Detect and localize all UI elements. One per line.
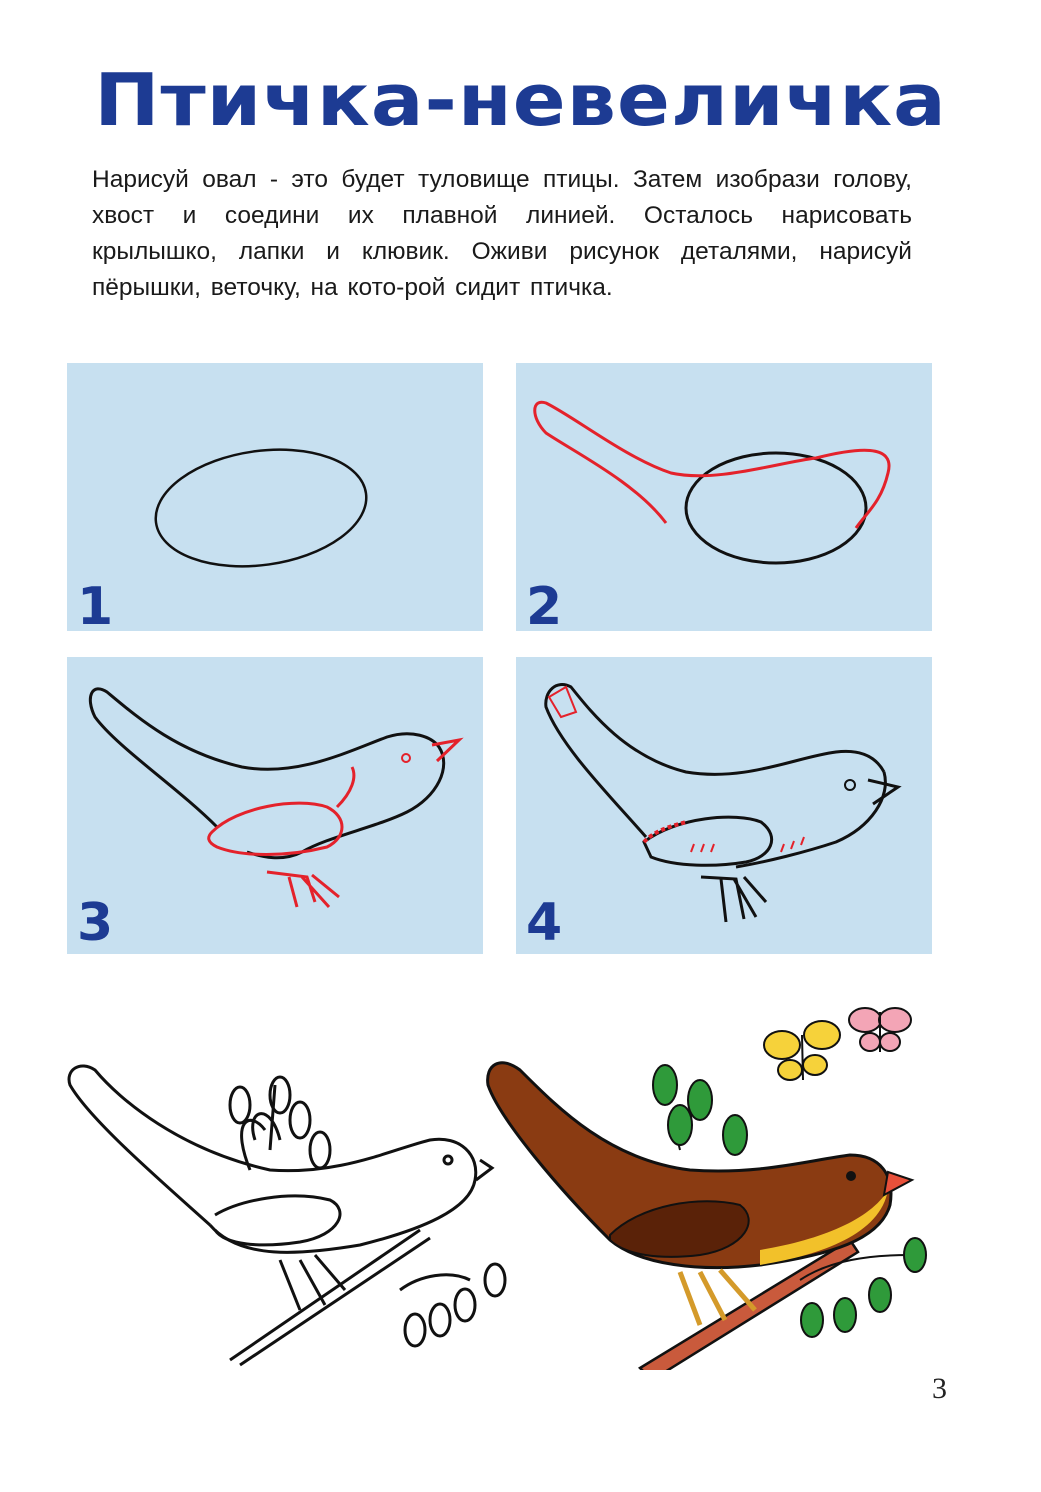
colored-bird [488, 1063, 926, 1370]
step-4-panel [516, 657, 932, 954]
bird-detailed-drawing [516, 657, 932, 954]
line-art-bird [69, 1066, 505, 1365]
step-3-number: 3 [77, 893, 114, 953]
oval-with-head-tail-drawing [516, 363, 932, 631]
oval-drawing [67, 363, 483, 631]
page-number: 3 [932, 1372, 947, 1405]
step-1-panel [67, 363, 483, 631]
butterfly-right [849, 1008, 911, 1052]
finished-birds-illustration [0, 990, 1041, 1370]
page-title: Птичка-невеличка [94, 59, 947, 143]
step-2-number: 2 [526, 577, 563, 631]
butterfly-left [764, 1021, 840, 1080]
step-1-number: 1 [77, 577, 114, 631]
bird-outline-drawing [67, 657, 483, 954]
step-2-panel [516, 363, 932, 631]
step-3-panel [67, 657, 483, 954]
step-4-number: 4 [526, 893, 563, 953]
instructions-text: Нарисуй овал - это будет туловище птицы. Затем изобрази голову, хвост и соедини их плавной линией. Осталось нарисовать крылышко, лапки и клювик. Оживи рисунок деталями, нарисуй пёрышки, веточку, на кото-рой сидит птичка. [92, 166, 912, 301]
